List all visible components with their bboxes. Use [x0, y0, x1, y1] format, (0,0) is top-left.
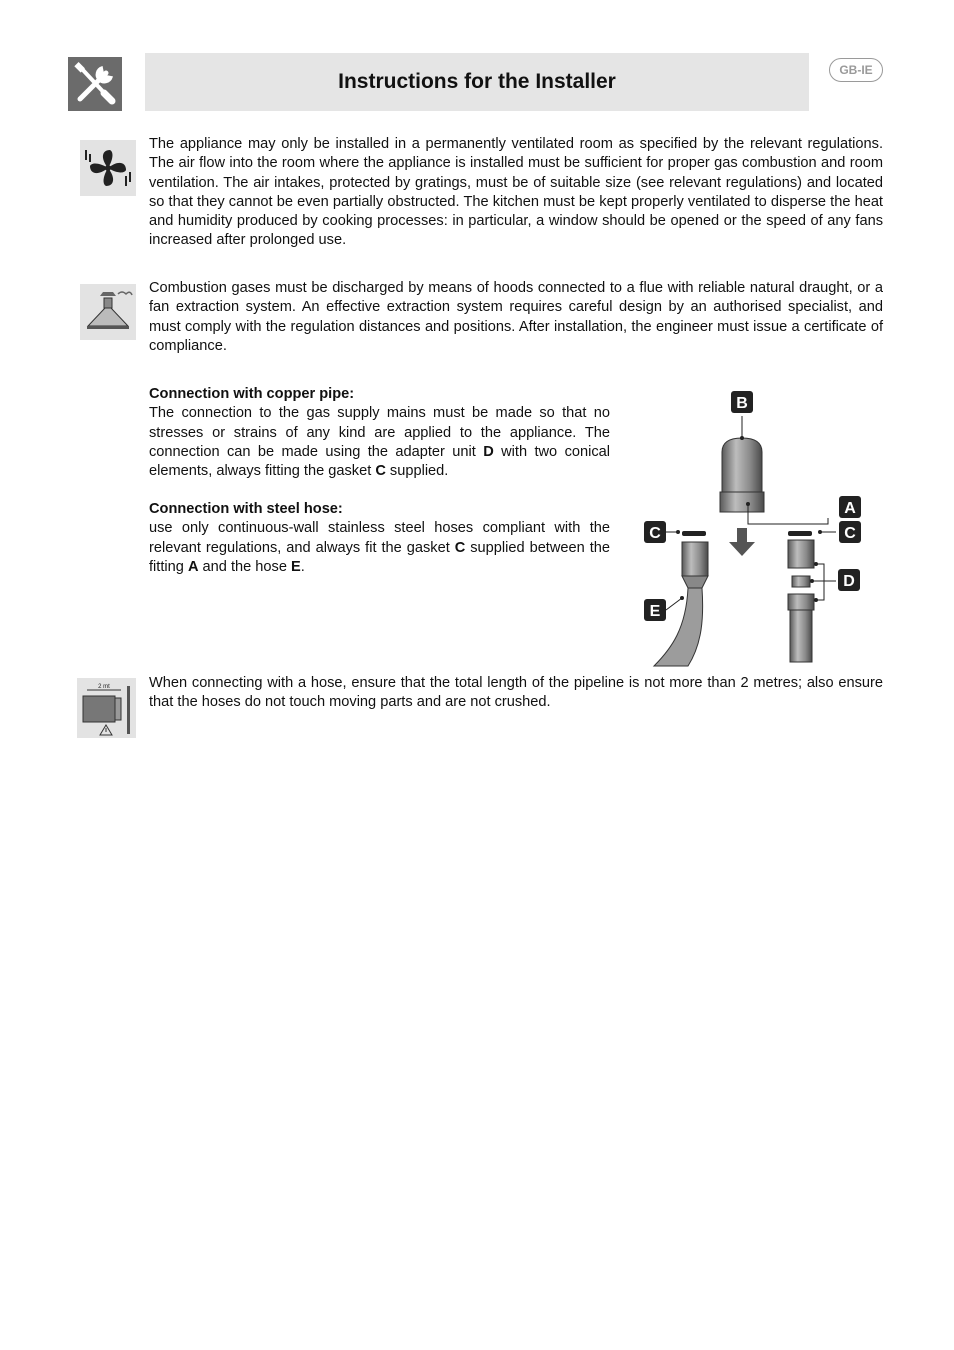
page-header	[145, 53, 809, 111]
ventilation-paragraph: The appliance may only be installed in a permanently ventilated room as specified by the relevant regulations. The air flow into the room where the appliance is installed must be sufficient for proper gas combustion and room ventilation. The air intakes, protected by gratings, must be of suitable size (see relevant regulations) and located so that they cannot be even partially obstructed. The kitchen must be kept properly ventilated to disperse the heat and humidity produced by cooking processes: in particular, a window should be opened or the speed of any fans increased after prolonged use.	[149, 136, 883, 249]
page-title: Instructions for the Installer	[338, 70, 616, 93]
combustion-paragraph: Combustion gases must be discharged by means of hoods connected to a flue with reliable natural draught, or a fan extraction system. An effective extraction system requires careful design by an authorised specialist, and must comply with the regulation distances and positions. After installation, the engineer must issue a certificate of compliance.	[149, 280, 883, 354]
gasket-right	[788, 531, 812, 536]
svg-text:A: A	[844, 500, 856, 517]
gasket-left	[682, 531, 706, 536]
label-c-left	[644, 521, 666, 543]
svg-text:D: D	[843, 573, 855, 590]
label-e	[644, 599, 666, 621]
svg-text:B: B	[736, 395, 748, 412]
copper-pipe-heading: Connection with copper pipe:	[149, 386, 355, 402]
svg-text:C: C	[649, 525, 661, 542]
label-d	[838, 569, 860, 591]
adapter-unit-d	[788, 540, 836, 662]
tools-icon	[68, 57, 122, 111]
svg-text:C: C	[844, 525, 856, 542]
copper-pipe-section	[149, 385, 610, 481]
language-badge: GB-IE	[829, 58, 883, 82]
svg-text:E: E	[649, 603, 661, 620]
steel-hose-text: use only continuous-wall stainless steel hoses compliant with the relevant regulations, and always fit the gasket C supplied between the fitting A and the hose E.	[149, 520, 611, 575]
hose-length-paragraph: When connecting with a hose, ensure that the total length of the pipeline is not more than 2 metres; also ensure that the hoses do not touch moving parts and are not crushed.	[149, 675, 883, 711]
svg-text:2 mt: 2 mt	[98, 684, 110, 690]
fitting-a	[720, 416, 828, 524]
label-a	[839, 496, 861, 518]
copper-pipe-text: The connection to the gas supply mains must be made so that no stresses or strains of any kind are applied to the appliance. The connection can be made using the adapter unit D with two conical elements, always fitting the gasket C supplied.	[149, 405, 610, 480]
extractor-hood-icon	[80, 284, 136, 340]
label-b	[731, 391, 753, 413]
down-arrow-icon	[729, 528, 755, 556]
ventilation-fan-icon	[80, 140, 136, 196]
steel-hose-heading: Connection with steel hose:	[149, 501, 343, 517]
hose-length-icon	[77, 678, 136, 738]
gas-connection-diagram	[636, 388, 872, 668]
steel-hose-section	[149, 500, 610, 577]
label-c-right	[839, 521, 861, 543]
